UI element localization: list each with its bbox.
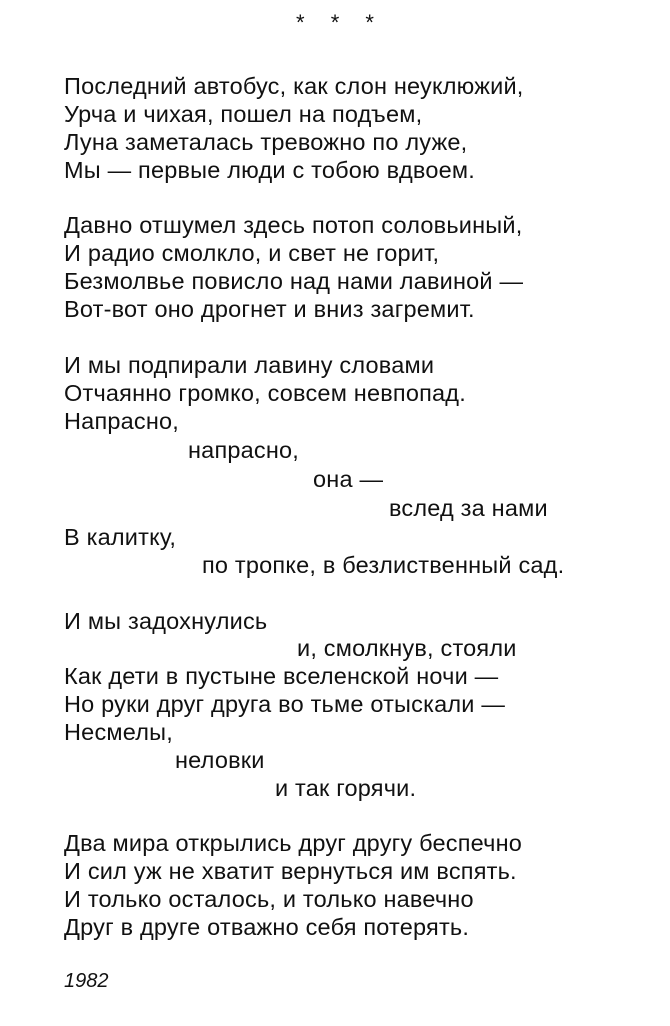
poem-line: И радио смолкло, и свет не горит, [64,240,440,266]
poem-line: И только осталось, и только навечно [64,886,474,912]
poem-line: И сил уж не хватит вернуться им вспять. [64,858,517,884]
poem-line: вслед за нами [389,495,548,521]
poem-line: Но руки друг друга во тьме отыскали — [64,691,506,717]
poem-line: напрасно, [188,437,300,463]
poem-line: Напрасно, [64,408,180,434]
poem-line: и, смолкнув, стояли [297,635,517,661]
poem-line: она — [313,466,384,492]
poem-line: Несмелы, [64,719,173,745]
poem-line: И мы подпирали лавину словами [64,352,435,378]
poem-line: Отчаянно громко, совсем невпопад. [64,380,466,406]
poem-line: Последний автобус, как слон неуклюжий, [64,73,524,99]
poem-line: Вот-вот оно дрогнет и вниз загремит. [64,296,475,322]
poem-line: и так горячи. [275,775,417,801]
poem-line: Давно отшумел здесь потоп соловьиный, [64,212,523,238]
poem-line: Безмолвье повисло над нами лавиной — [64,268,524,294]
poem-line: В калитку, [64,524,177,550]
poem-line: Два мира открылись друг другу беспечно [64,830,523,856]
poem-line: Мы — первые люди с тобою вдвоем. [64,157,475,183]
poem-line: Луна заметалась тревожно по луже, [64,129,468,155]
poem-line: Как дети в пустыне вселенской ночи — [64,663,499,689]
poem-line: по тропке, в безлиственный сад. [202,552,565,578]
poem-line: неловки [175,747,265,773]
poem-line: И мы задохнулись [64,608,268,634]
asterism-ornament: * * * [296,10,384,35]
poem-year: 1982 [64,970,109,992]
poem-line: Урча и чихая, пошел на подъем, [64,101,423,127]
poem-line: Друг в друге отважно себя потерять. [64,914,470,940]
